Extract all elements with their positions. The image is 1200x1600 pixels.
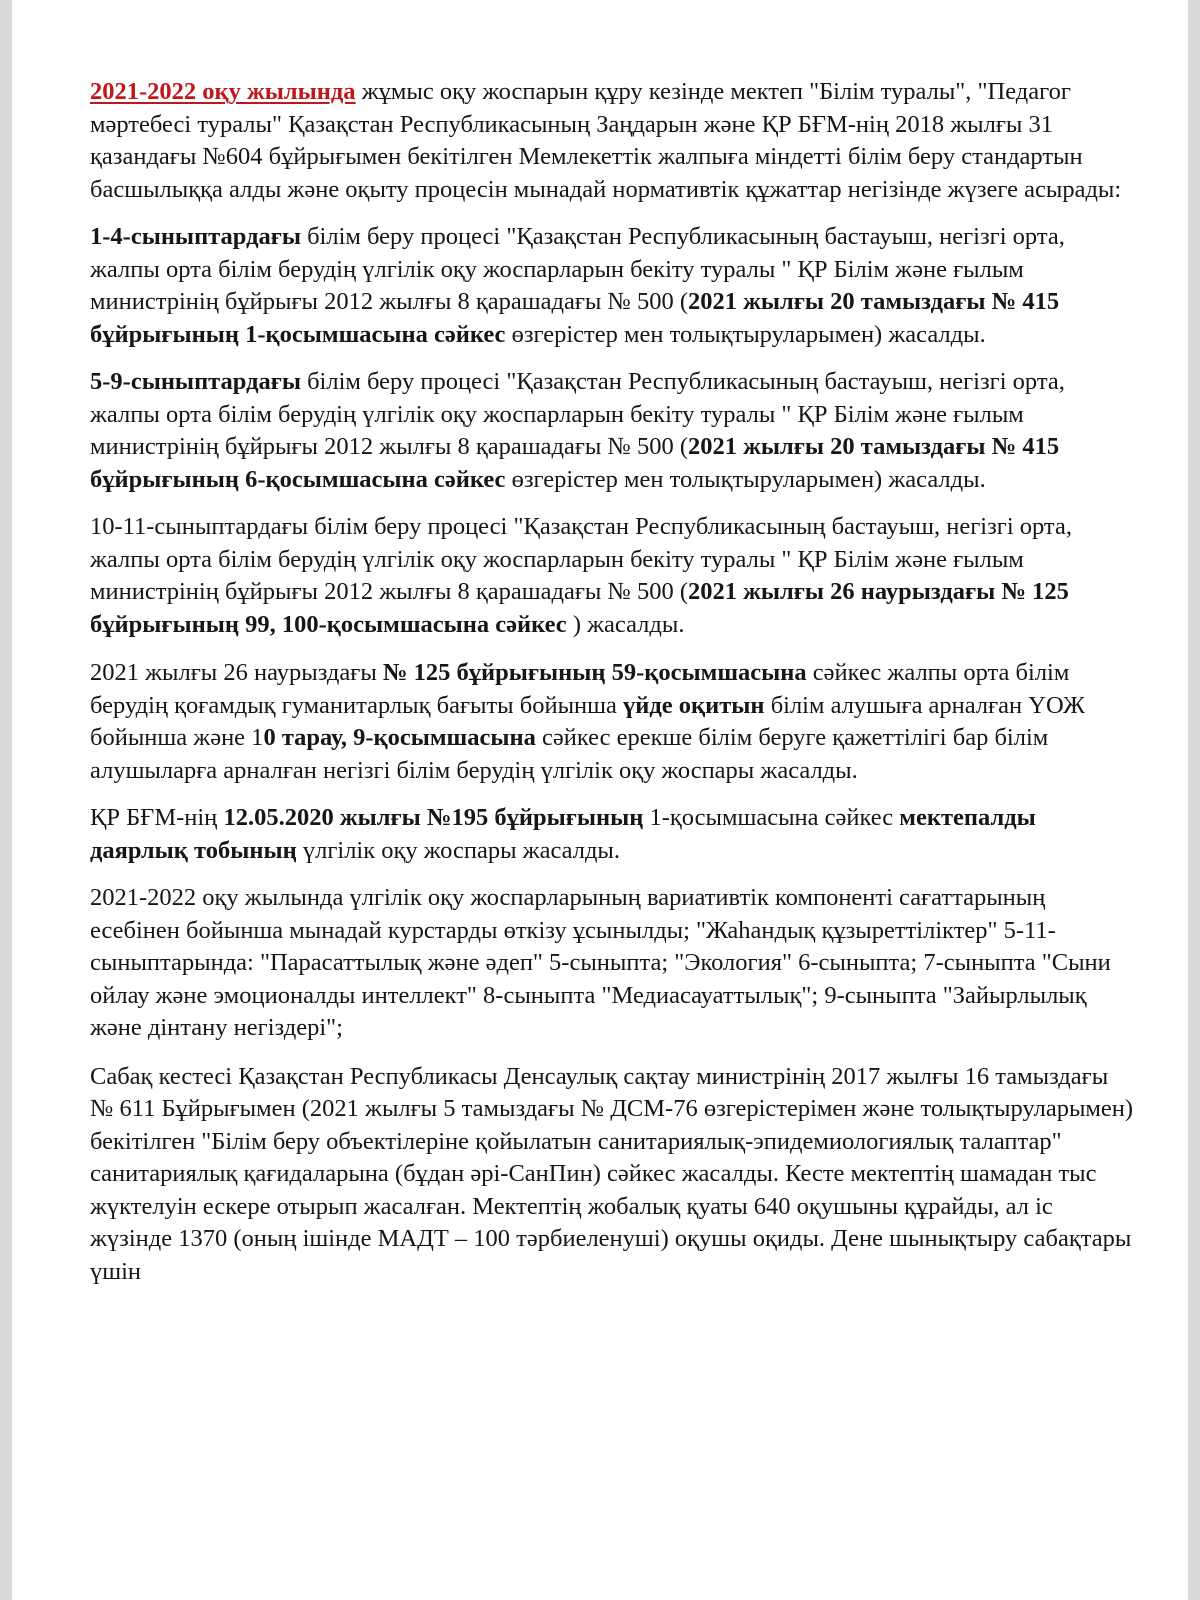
bold-segment: 2021 жылғы 26 наурыздағы № 125 бұйрығының 99, 100-қосымшасына сәйкес	[90, 578, 1069, 638]
bold-segment: 0 тарау, 9-қосымшасына	[263, 724, 536, 751]
bold-segment: 2021 жылғы 20 тамыздағы № 415 бұйрығының 6-қосымшасына сәйкес	[90, 433, 1060, 493]
bold-segment: № 125 бұйрығының 59-қосымшасына	[382, 659, 807, 686]
text-segment: сәйкес жалпы орта білім берудің қоғамдық гуманитарлық бағыты бойынша	[90, 659, 1070, 719]
paragraph-preschool	[90, 802, 1134, 867]
text-segment: өзгерістер мен толықтыруларымен) жасалды.	[505, 465, 986, 493]
text-segment: ) жасалды.	[566, 610, 685, 638]
bold-segment: 5-9-сыныптардағы	[90, 368, 301, 395]
paragraph-schedule	[90, 1061, 1134, 1289]
bold-segment: 2021 жылғы 20 тамыздағы № 415 бұйрығының 1-қосымшасына сәйкес	[90, 288, 1060, 348]
text-segment: өзгерістер мен толықтыруларымен) жасалды.	[505, 320, 986, 348]
text-segment: 2021-2022 оқу жылында үлгілік оқу жоспарларының вариативтік компоненті сағаттарының есебінен бойынша мынадай курстарды өткізу ұсынылды; "Жаһандық құзыреттіліктер" 5-11-сыныптарында: "Парасаттылық және әдеп" 5-сыныпта; "Экология" 6-сыныпта; 7-сыныпта "Сыни ойлау және эмоционалды интеллект" 8-сыныпта "Медиасауаттылық"; 9-сыныпта "Зайырлылық және дінтану негіздері";	[90, 884, 1111, 1041]
text-segment: жұмыс оқу жоспарын құру кезінде мектеп "Білім туралы", "Педагог мәртебесі туралы" Қазақстан Республикасының Заңдарын және ҚР БҒМ-нің 2018 жылғы 31 қазандағы №604 бұйрығымен бекітілген Мемлекеттік жалпыға міндетті білім беру стандартын басшылыққа алды және оқыту процесін мынадай нормативтік құжаттар негізінде жүзеге асырады:	[90, 78, 1122, 203]
bold-segment: мектепалды даярлық тобының	[90, 804, 1036, 864]
bold-segment: 1-4-сыныптардағы	[90, 223, 301, 250]
text-segment: ҚР БҒМ-нің	[90, 804, 224, 831]
paragraph-intro	[90, 76, 1134, 206]
text-segment: 2021 жылғы 26 наурыздағы	[90, 659, 383, 686]
paragraph-grades-1-4	[90, 221, 1134, 351]
academic-year-link[interactable]: 2021-2022 оқу жылында	[90, 78, 356, 105]
text-segment: білім беру процесі "Қазақстан Республикасының бастауыш, негізгі орта, жалпы орта білім берудің үлгілік оқу жоспарларын бекіту туралы " ҚР Білім және ғылым министрінің бұйрығы 2012 жылғы 8 қарашадағы № 500 (	[90, 223, 1065, 315]
text-segment: 1-қосымшасына сәйкес	[643, 804, 900, 831]
text-segment: білім алушыға арналған ҮОЖ бойынша және 1	[90, 691, 1086, 751]
bold-segment: 12.05.2020 жылғы №195 бұйрығының	[223, 804, 644, 831]
text-segment: білім беру процесі "Қазақстан Республикасының бастауыш, негізгі орта, жалпы орта білім берудің үлгілік оқу жоспарларын бекіту туралы " ҚР Білім және ғылым министрінің бұйрығы 2012 жылғы 8 қарашадағы № 500 (	[90, 368, 1065, 460]
text-segment: сәйкес ерекше білім беруге қажеттілігі бар білім алушыларға арналған негізгі білім берудің үлгілік оқу жоспары жасалды.	[90, 724, 1049, 784]
bold-segment: үйде оқитын	[623, 691, 765, 719]
text-segment: Сабақ кестесі Қазақстан Республикасы Денсаулық сақтау министрінің 2017 жылғы 16 тамыздағы № 611 Бұйрығымен (2021 жылғы 5 тамыздағы № ДСМ-76 өзгерістерімен және толықтыруларымен) бекітілген "Білім беру объектілеріне қойылатын санитариялық-эпидемиологиялық талаптар" санитариялық қағидаларына (бұдан әрі-СанПин) сәйкес жасалды. Кесте мектептің шамадан тыс жүктелуін ескере отырып жасалған. Мектептің жобалық қуаты 640 оқушыны құрайды, ал іс жүзінде 1370 (оның ішінде МАДТ – 100 тәрбиеленуші) оқушы оқиды. Дене шынықтыру сабақтары үшін	[90, 1062, 1134, 1285]
paragraph-grades-5-9	[90, 366, 1134, 496]
text-segment: үлгілік оқу жоспары жасалды.	[296, 836, 620, 864]
document-body	[90, 76, 1134, 1303]
paragraph-variative	[90, 882, 1134, 1045]
paragraph-home-schooling	[90, 657, 1134, 787]
text-segment: 10-11-сыныптардағы білім беру процесі "Қазақстан Республикасының бастауыш, негізгі орта, жалпы орта білім берудің үлгілік оқу жоспарларын бекіту туралы " ҚР Білім және ғылым министрінің бұйрығы 2012 жылғы 8 қарашадағы № 500 (	[90, 513, 1072, 605]
paragraph-grades-10-11	[90, 511, 1134, 641]
